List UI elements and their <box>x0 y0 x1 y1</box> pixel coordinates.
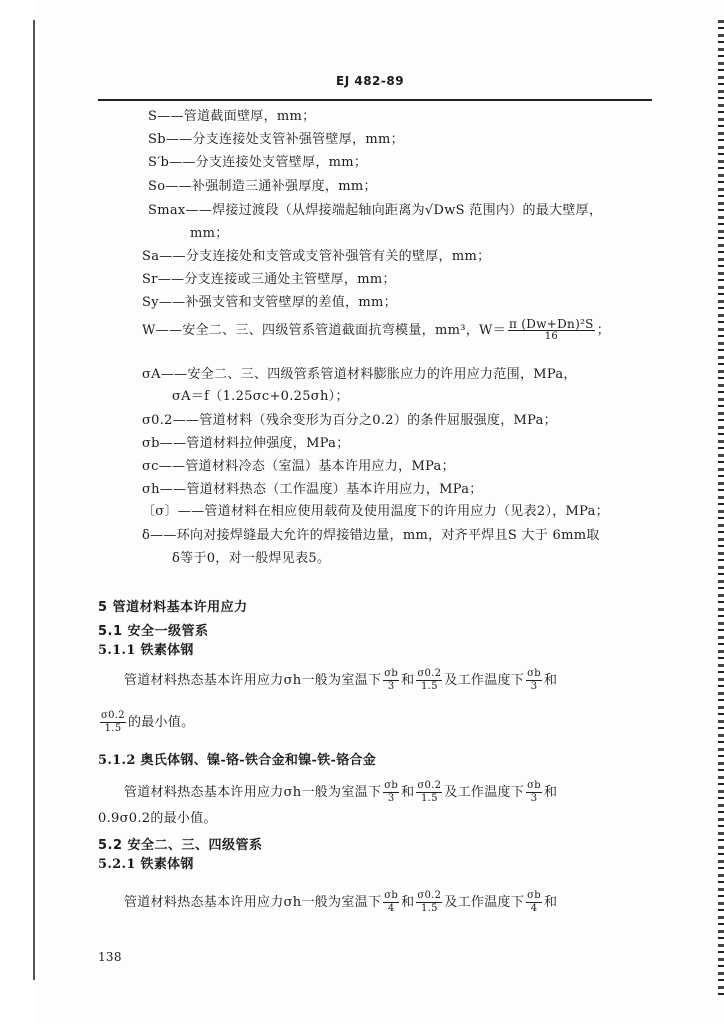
def-sigma-b: σb——管道材料拉伸强度，MPa； <box>142 436 350 451</box>
numerator: σb <box>527 890 541 901</box>
conj: 及工作温度下 <box>444 673 525 688</box>
section-5-1-title: 5.1 安全一级管系 <box>98 624 209 639</box>
fraction <box>100 710 126 735</box>
page-number: 138 <box>98 950 122 964</box>
def-sigma-c: σc——管道材料冷态（室温）基本许用应力，MPa； <box>142 459 455 474</box>
fraction <box>416 668 442 693</box>
numerator: σb <box>384 890 399 901</box>
def-w <box>142 318 610 343</box>
fraction <box>526 668 542 693</box>
denominator: 3 <box>387 793 395 804</box>
conj: 和 <box>543 673 558 688</box>
conj: 和 <box>401 895 415 910</box>
conj: 及工作温度下 <box>444 895 525 910</box>
numerator: σb <box>527 668 541 679</box>
fraction <box>526 780 542 805</box>
denominator: 1.5 <box>420 793 438 804</box>
header-rule <box>98 99 652 101</box>
header-code: EJ 482-89 <box>336 74 405 88</box>
denominator: 3 <box>530 793 538 804</box>
def-sigma-allow: 〔σ〕——管道材料在相应使用载荷及使用温度下的许用应力（见表2），MPa； <box>142 504 609 519</box>
para-5-2-1-text: 管道材料热态基本许用应力σh一般为室温下 <box>124 895 382 910</box>
para-5-1-2-text: 管道材料热态基本许用应力σh一般为室温下 <box>124 785 382 800</box>
def-so: So——补强制造三通补强厚度，mm； <box>148 179 377 194</box>
para-5-1-2-cont: 0.9σ0.2的最小值。 <box>98 811 217 826</box>
conj: 和 <box>543 785 558 800</box>
numerator: σ0.2 <box>417 668 442 679</box>
def-sb: Sb——分支连接处支管补强管壁厚，mm； <box>148 132 404 147</box>
fraction <box>383 890 399 915</box>
numerator: σb <box>384 668 399 679</box>
para-5-1-1-text: 管道材料热态基本许用应力σh一般为室温下 <box>124 673 382 688</box>
section-5-1-2-title: 5.1.2 奥氏体钢、镍-铬-铁合金和镍-铁-铬合金 <box>98 753 377 768</box>
conj: 和 <box>401 785 415 800</box>
numerator: σ0.2 <box>101 710 125 721</box>
denominator: 1.5 <box>104 723 122 734</box>
conj: 及工作温度下 <box>444 785 525 800</box>
def-smax: Smax——焊接过渡段（从焊接端起轴向距离为√DwS 范围内）的最大壁厚， <box>148 203 603 218</box>
def-sy: Sy——补强支管和支管壁厚的差值，mm； <box>142 295 397 310</box>
def-s: S——管道截面壁厚，mm； <box>148 109 316 124</box>
def-w-end: ； <box>596 323 611 338</box>
denominator: 3 <box>387 681 395 692</box>
section-5-1-1-title: 5.1.1 铁素体钢 <box>98 643 194 658</box>
def-smax-unit: mm； <box>190 226 229 241</box>
para-5-2-1 <box>124 890 557 915</box>
def-sigma-a-formula: σA＝f（1.25σc+0.25σh）； <box>172 389 349 404</box>
def-w-text: W——安全二、三、四级管系管道截面抗弯模量，mm³，W＝ <box>142 323 506 338</box>
denominator: 3 <box>530 681 538 692</box>
denominator: 1.5 <box>420 903 438 914</box>
fraction <box>383 780 399 805</box>
left-binding-line <box>33 20 35 980</box>
fraction <box>416 890 442 915</box>
def-sa: Sa——分支连接处和支管或支管补强管有关的壁厚，mm； <box>142 249 491 264</box>
denominator: 4 <box>387 903 395 914</box>
w-formula-fraction <box>508 318 595 343</box>
def-sigma-02: σ0.2——管道材料（残余变形为百分之0.2）的条件屈服强度，MPa； <box>142 413 557 428</box>
denominator: 1.5 <box>420 681 438 692</box>
section-5-title: 5 管道材料基本许用应力 <box>98 600 248 615</box>
numerator: σ0.2 <box>417 780 442 791</box>
def-sigma-a: σA——安全二、三、四级管系管道材料膨胀应力的许用应力范围，MPa， <box>142 367 577 382</box>
w-denominator: 16 <box>544 331 559 342</box>
fraction <box>416 780 442 805</box>
def-sb-prime: S′b——分支连接处支管壁厚，mm； <box>148 155 368 170</box>
def-delta-cont: δ等于0，对一般焊见表5。 <box>172 551 331 566</box>
section-5-2-1-title: 5.2.1 铁素体钢 <box>98 857 194 872</box>
para-5-1-2 <box>124 780 557 805</box>
para-5-1-1-end: 的最小值。 <box>127 715 195 730</box>
numerator: σ0.2 <box>417 890 442 901</box>
numerator: σb <box>384 780 399 791</box>
def-sr: Sr——分支连接或三通处主管壁厚，mm； <box>142 272 396 287</box>
para-5-1-1 <box>124 668 557 693</box>
denominator: 4 <box>530 903 538 914</box>
conj: 和 <box>543 895 558 910</box>
section-5-2-title: 5.2 安全二、三、四级管系 <box>98 838 263 853</box>
scan-binding-edge <box>718 20 724 1000</box>
w-numerator: π (Dw+Dn)²S <box>509 317 594 331</box>
conj: 和 <box>401 673 415 688</box>
fraction <box>526 890 542 915</box>
fraction <box>383 668 399 693</box>
def-sigma-h: σh——管道材料热态（工作温度）基本许用应力，MPa； <box>142 482 483 497</box>
def-delta: δ——环向对接焊缝最大允许的焊接错边量，mm，对齐平焊且S 大于 6mm取 <box>142 528 600 543</box>
scan-margin-left <box>0 0 36 1024</box>
numerator: σb <box>527 780 541 791</box>
para-5-1-1-cont <box>98 710 194 735</box>
